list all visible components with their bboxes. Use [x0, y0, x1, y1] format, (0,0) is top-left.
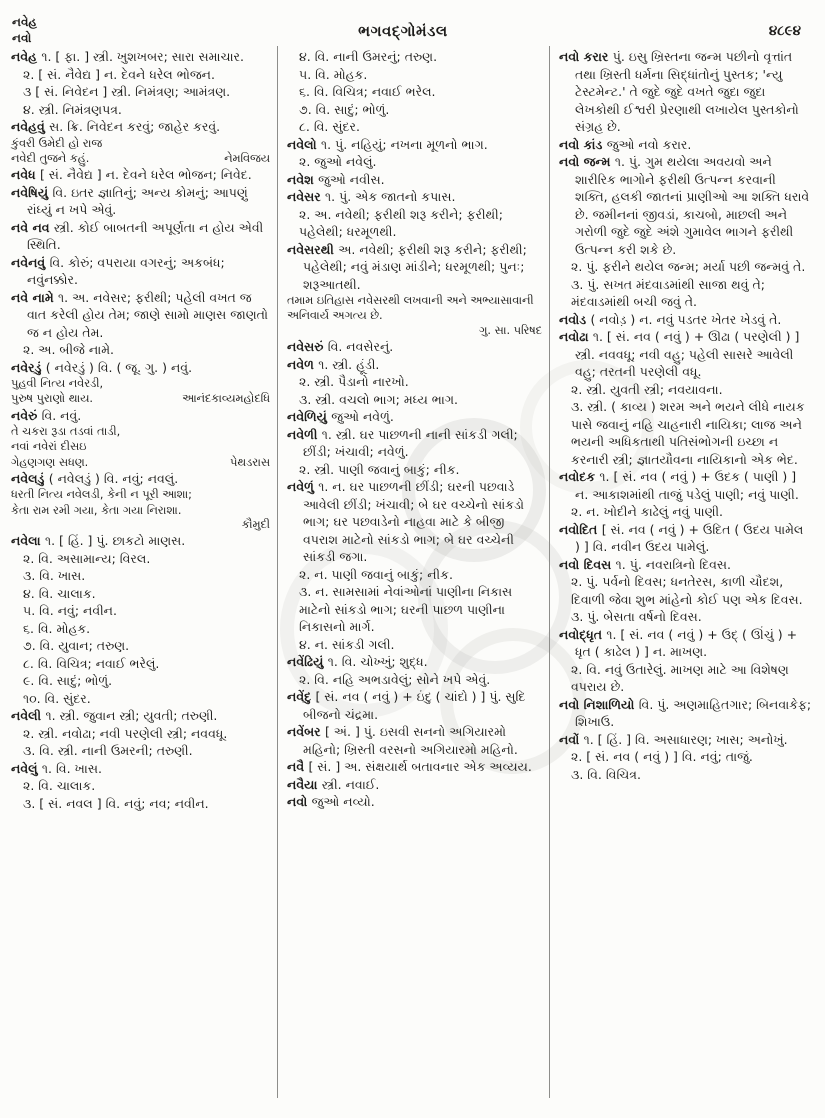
sense-line: ૨. [ સં. નવ ( નવું ) ] વિ. નવું; તાજું. — [571, 749, 753, 764]
dictionary-entry: નવેલા ૧. [ હિં. ] પું. છાકટો માણસ. — [11, 533, 186, 549]
headword: નવોડ — [559, 311, 591, 327]
dictionary-entry: નવેલું ૧. વિ. ખાસ. — [11, 760, 102, 776]
dictionary-entry: નવેંદુ [ સં. નવ ( નવું ) + ઇંદુ ( ચાંદો ) ] પું. સુદિ બીજનો ચંદ્રમા. — [287, 689, 526, 722]
dictionary-entry: નવેસર ૧. પું. એક જાતનો કપાસ. — [287, 189, 456, 204]
headword: નવેલો — [287, 136, 322, 152]
headword: નવેધ — [11, 167, 40, 182]
attribution: નેમવિજય — [224, 151, 270, 165]
attribution: ગુ. સા. પરિષદ — [479, 323, 542, 337]
sense-line: ૨. સ્ત્રી. યુવતી સ્ત્રી; નવયાવના. — [571, 381, 723, 397]
page-number: ૪૮૯૪ — [768, 23, 801, 39]
sense-line: ૨. સ્ત્રી. પાણી જવાનું બાકું; નીક. — [299, 461, 460, 477]
sense-line: ૨. અ. નવેથી; ફરીથી શરૂ કરીને; ફરીથી; પહેલેથી; ધરમૂળથી. — [299, 206, 503, 239]
verse-quote: નવેદી તુજને કહું. — [11, 151, 90, 165]
sense-line: ૨. પું. પર્વનો દિવસ; ધનતેરસ, કાળી ચૌદશ, દિવાળી જેવા શુભ માંહેનો કોઈ પણ એક દિવસ. — [571, 574, 803, 607]
sense-line: ૬. વિ. મોહક. — [23, 620, 91, 636]
dictionary-entry: નવેળું ૧. ન. ઘર પાછળની છીંડી; ઘરની પછવાડે આવેલી છીંડી; ખંચાવી; બે ઘર વચ્ચેનો સાંકડો ભાગ; ઘર પછવાડેનો નાહવા માટે કે બીજી વપરાશ માટેનો સાંકડો ભાગ; બે ઘર વચ્ચેની સાંકડી જગા. — [287, 479, 524, 565]
dictionary-entry: નવો કાંડ જુઓ નવો કરાર. — [559, 136, 692, 152]
sense-line: ૧૦. વિ. સુંદર. — [23, 690, 91, 706]
dictionary-entry: નવેષિયું વિ. ઇતર જ્ઞાતિનું; અન્ય કોમનું; આપણું રાંધ્યું ન ખપે એવું. — [11, 184, 248, 217]
headword: નવેળ — [287, 356, 319, 372]
headword: નવેસરું — [287, 339, 328, 355]
headword: નવેંઢિયું — [287, 654, 328, 670]
dictionary-entry: નવૈયા સ્ત્રી. નવાઈ. — [287, 776, 380, 792]
headword: નવેલડું — [11, 470, 49, 486]
dictionary-entry: નવે નામે ૧. અ. નવેસર; ફરીથી; પહેલી વખત જ વાત કરેલી હોય તેમ; જાણે સામો માણસ જાણતો જ ન હોય તેમ. — [11, 289, 269, 340]
dictionary-entry: નવો કરાર પું. ઇસુ ખ્રિસ્તના જન્મ પછીનો વૃત્તાંત તથા ખ્રિસ્તી ધર્મના સિદ્ધાંતોનું પુસ્તક; 'ન્યુ ટેસ્ટમેન્ટ.' તે જુદે જુદે વખતે જુદા જુદા લેખકોથી ઈશ્વરી પ્રેરણાથી લખાયેલ પુસ્તકોનો સંગ્રહ છે. — [559, 49, 799, 134]
sense-line: ૨. વિ. અસામાન્ય; વિરલ. — [23, 550, 151, 566]
dictionary-entry: નવોં ૧. [ હિં. ] વિ. અસાધારણ; ખાસ; અનોખું. — [559, 731, 788, 747]
sense-line: ૭. વિ. યુવાન; તરુણ. — [23, 638, 130, 654]
sense-line: ૨. સ્ત્રી. પૈડાનો નારખો. — [299, 374, 409, 390]
dictionary-entry: નવેસરથી અ. નવેથી; ફરીથી શરૂ કરીને; ફરીથી; પહેલેથી; નવું મંડાણ માંડીને; ધરમૂળથી; પુનઃ; શરૂઆતથી. — [287, 241, 527, 292]
dictionary-entry: નવે નવ સ્ત્રી. કોઈ બાબતની અપૂર્ણતા ન હોય એવી સ્થિતિ. — [11, 219, 264, 252]
sense-line: ૬. વિ. વિચિત્ર; નવાઈ ભરેલ. — [299, 84, 436, 99]
headword: નવેળું — [287, 479, 319, 495]
verse-quote: ધરતી નિત્ય નવેલડી, કેની ન પૂરી આશા; — [11, 488, 192, 502]
sense-line: ૮. વિ. વિચિત્ર; નવાઈ ભરેલું. — [23, 655, 160, 671]
headword: નવે નામે — [11, 289, 59, 305]
headword: નવેંદુ — [287, 689, 316, 705]
verse-quote: પુહવી નિત્ય નવેરડી, — [11, 377, 104, 390]
headword: નવેલી — [11, 708, 46, 724]
dictionary-entry: નવેલો ૧. પું. નહિયું; નખના મૂળનો ભાગ. — [287, 136, 488, 152]
sense-line: ૪. વિ. ચાલાક. — [23, 585, 96, 601]
dictionary-entry: નવેળિયું જુઓ નવેળું. — [287, 409, 394, 425]
dictionary-entry: નવો જન્મ ૧. પું. ગુમ થયેલા અવયવો અને શારીરિક ભાગોને ફરીથી ઉત્પન્ન કરવાની શક્તિ, હલકી જાતનાં પ્રાણીઓ આ શક્તિ ધરાવે છે. જમીનનાં જીવડાં, કાચબો, માછલી અને ગરોળી જુદે જુદે અંશે ગુમાવેલ ભાગને ફરીથી ઉત્પન્ન કરી શકે છે. — [559, 154, 810, 257]
attribution: કૌમુદી — [241, 517, 270, 531]
headword: નવેહ — [11, 49, 42, 64]
dictionary-entry: નવો દિવસ ૧. પું. નવરાત્રિનો દિવસ. — [559, 556, 732, 572]
guide-words — [12, 14, 37, 46]
sense-line: ૩. ન. સામસામાં નેવાંઓનાં પાણીના નિકાસ માટેનો સાંકડો ભાગ; ઘરની પાછળ પાણીના નિકાસનો માર્ગ. — [299, 584, 513, 635]
verse-quote-line — [11, 391, 270, 406]
headword: નવોઢા — [559, 329, 593, 344]
sense-line: ૨. પું. ફરીને થયેલ જન્મ; મર્યા પછી જન્મવું તે. — [571, 259, 806, 274]
headword: નવો કાંડ — [559, 136, 607, 152]
headword: નવો દિવસ — [559, 556, 616, 572]
guide-word-bottom: નવો — [12, 31, 32, 46]
headword: નવેલું — [11, 760, 42, 776]
attribution: આનંદકાવ્યમહોદધિ — [182, 392, 270, 406]
sense-line: ૨. વિ. નહિ અભડાવેલું; સોને ખપે એવું. — [299, 671, 491, 687]
headword: નવેંબર — [287, 724, 325, 740]
attribution: પેથડરાસ — [230, 455, 270, 469]
sense-line: ૨. વિ. ચાલાક. — [23, 778, 96, 794]
sense-line: ૨. અ. બીજે નામે. — [23, 342, 115, 357]
headword: નવેલા — [11, 533, 45, 549]
verse-quote: ગેહણગણ સધણ. — [11, 455, 89, 469]
sense-line: ૪. વિ. નાની ઉમરનું; તરુણ. — [299, 49, 438, 64]
headword: નવો નિશાળિયો — [559, 696, 639, 712]
headword: નવેસરથી — [287, 241, 339, 257]
dictionary-entry: નવેહવું સ. ક્રિ. નિવેદન કરવું; જાહેર કરવું. — [11, 119, 221, 134]
column-1 — [8, 46, 277, 1098]
sense-line: ૨. ન. પાણી જવાનું બાકું; નીક. — [299, 566, 453, 582]
sense-line: ૨. વિ. નવું ઉતારેલું. માખણ માટે આ વિશેષણ વપરાય છે. — [571, 661, 789, 694]
sense-line: ૩. વિ. ખાસ. — [23, 568, 86, 584]
headword: નવોદિત — [559, 521, 602, 537]
dictionary-entry: નવેહ ૧. [ ફા. ] સ્ત્રી. ખુશખબર; સારા સમાચાર. — [11, 49, 244, 64]
dictionary-entry: નવેલડું ( નવેલડું ) વિ. નવું; નવલું. — [11, 470, 179, 486]
dictionary-entry: નવેશ જુઓ નવીસ. — [287, 171, 385, 187]
page-title: ભગવદ્ગોમંડલ — [358, 22, 448, 40]
sense-line: ૯. વિ. સાદું; ભોળું. — [23, 673, 113, 689]
headword: નવોદ્ધૃત — [559, 626, 607, 642]
dictionary-entry: નવો નિશાળિયો વિ. પું. અણમાહિતગાર; બિનવાકેફ; શિખાઉ. — [559, 696, 812, 729]
column-3 — [549, 46, 819, 1098]
dictionary-entry: નવેસરું વિ. નવસેરનું. — [287, 339, 394, 355]
dictionary-entry: નવો જુઓ નવ્યો. — [287, 794, 375, 810]
guide-word-top: નવેહ — [12, 15, 37, 29]
dictionary-entry: નવોદ્ધૃત ૧. [ સં. નવ ( નવું ) + ઉદ્ ( ઊંચું ) + ધૃત ( કાઢેલ ) ] ન. માખણ. — [559, 626, 798, 659]
sense-line: ૪. સ્ત્રી. નિમંત્રણપત્ર. — [23, 101, 122, 117]
verse-quote-line — [11, 455, 270, 470]
sense-line: ૨. ન. ખોદીને કાઢેલું નવું પાણી. — [571, 504, 724, 519]
headword: નવોં — [559, 731, 584, 747]
headword: નવેળી — [287, 426, 322, 442]
sense-line: ૩. પું. સખત મંદવાડમાંથી સાજા થવું તે; મંદવાડમાંથી બચી જવું તે. — [571, 276, 765, 309]
headword: નવેષિયું — [11, 184, 53, 200]
verse-quote: કેતા રામ રમી ગયા, કેતા ગયા નિરાશા. — [11, 503, 182, 517]
sense-line: ૨. સ્ત્રી. નવોઢા; નવી પરણેલી સ્ત્રી; નવવધૂ. — [23, 725, 228, 741]
dictionary-entry: નવેળી ૧. સ્ત્રી. ઘર પાછળની નાની સાંકડી ગલી; છીંડી; ખંચાવી; નવેળું. — [287, 426, 518, 460]
verse-quote: કુંવરી ઉમેદી હો રાજ — [11, 136, 103, 150]
sense-line: ૨. [ સં. નૈવેદ્ય ] ન. દેવને ધરેલ ભોજન. — [23, 66, 215, 82]
dictionary-entry: નવેનવું વિ. કોરું; વપરાયા વગરનું; અકબંધ; નવુંનક્કોર. — [11, 254, 225, 287]
verse-quote: તમામ ઇતિહાસ નવેસરથી લખવાની અને અભ્યાસાવાની અનિવાર્ય અગત્ય છે. — [287, 294, 534, 323]
dictionary-entry: નવેરડું ( નવેરડું ) વિ. ( જૂ. ગુ. ) નવું. — [11, 359, 193, 375]
headword: નવેનવું — [11, 254, 50, 270]
headword: નવે નવ — [11, 219, 54, 235]
sense-line: ૩. વિ. વિચિત્ર. — [571, 766, 641, 782]
dictionary-entry: નવેલી ૧. સ્ત્રી. જુવાન સ્ત્રી; યુવતી; તરુણી. — [11, 708, 218, 724]
dictionary-entry: નવોદિત [ સં. નવ ( નવું ) + ઉદિત ( ઉદય પામેલ ) ] વિ. નવીન ઉદય પામેલું. — [559, 521, 804, 554]
dictionary-entry: નવોડ ( નવોડ઼ ) ન. નવું પડતર ખેતર ખેડવું તે. — [559, 311, 782, 327]
dictionary-entry: નવોઢા ૧. [ સં. નવ ( નવું ) + ઊઢા ( પરણેલી ) ] સ્ત્રી. નવવધૂ; નવી વહુ; પહેલી સાસરે આવેલી વહુ; તરતની પરણેલી વધૂ. — [559, 329, 800, 379]
headword: નવોદક — [559, 469, 600, 484]
page-header — [0, 0, 825, 44]
text-columns — [8, 46, 819, 1098]
headword: નવેરું — [11, 407, 42, 423]
sense-line: ૩. [ સં. નવલ ] વિ. નવું; નવ; નવીન. — [23, 795, 209, 811]
sense-line: ૩ [ સં. નિવેદન ] સ્ત્રી. નિમંત્રણ; આમંત્રણ. — [23, 84, 231, 99]
headword: નવેરડું — [11, 359, 46, 375]
sense-line: ૩. સ્ત્રી. ( કાવ્ય ) શરમ અને ભયને લીધે નાયક પાસે જવાનું નહિ ચાહનારી નાયિકા; લાજ અને ભયની અધિકતાથી પતિસંભોગની ઇચ્છા ન કરનારી સ્ત્રી; જ્ઞાતયૌવના નાયિકાનો એક ભેદ. — [571, 399, 805, 467]
dictionary-entry: નવેંબર [ અં. ] પું. ઇસવી સનનો અગિયારમો મહિનો; ખ્રિસ્તી વરસનો અગિયારમો મહિનો. — [287, 724, 518, 757]
sense-line: ૭. વિ. સાદું; ભોળું. — [299, 101, 390, 117]
verse-quote: પુરુષ પુરાણો થાય. — [11, 392, 94, 406]
sense-line: ૩. સ્ત્રી. વચલો ભાગ; મધ્ય ભાગ. — [299, 391, 458, 407]
sense-line: ૫. વિ. મોહક. — [299, 66, 368, 82]
headword: નવૈ — [287, 759, 309, 775]
column-2 — [277, 46, 549, 1098]
headword: નવો જન્મ — [559, 154, 615, 169]
verse-quote: નવાં નવેરાં દીસઇ — [11, 440, 87, 454]
dictionary-entry: નવેળ ૧. સ્ત્રી. હૂંડી. — [287, 356, 380, 372]
dictionary-entry: નવેરું વિ. નવું. — [11, 407, 82, 423]
verse-quote-line — [11, 151, 270, 166]
sense-line: ૨. જુઓ નવેલું. — [299, 154, 377, 169]
headword: નવેહવું — [11, 119, 50, 134]
headword: નવેશ — [287, 171, 319, 187]
headword: નવો કરાર — [559, 49, 613, 64]
headword: નવો — [287, 794, 312, 810]
headword: નવેસર — [287, 189, 326, 204]
sense-line: ૫. વિ. નવું; નવીન. — [23, 603, 117, 619]
headword: નવેળિયું — [287, 409, 332, 425]
dictionary-entry: નવેધ [ સં. નૈવેદ્ય ] ન. દેવને ધરેલ ભોજન; નિવેદ. — [11, 167, 252, 182]
headword: નવૈયા — [287, 776, 322, 792]
dictionary-entry: નવોદક ૧. [ સં. નવ ( નવું ) + ઉદક ( પાણી ) ] ન. આકાશમાંથી તાજું પડેલું પાણી; નવું પાણી. — [559, 469, 799, 502]
sense-line: ૩. વિ. સ્ત્રી. નાની ઉમરની; તરુણી. — [23, 743, 193, 759]
sense-line: ૪. ન. સાંકડી ગલી. — [299, 636, 395, 652]
sense-line: ૮. વિ. સુંદર. — [299, 119, 360, 134]
sense-line: ૩. પું. બેસતા વર્ષનો દિવસ. — [571, 609, 702, 624]
dictionary-entry: નવેંઢિયું ૧. વિ. ચોખ્ખું; શુદ્ધ. — [287, 654, 428, 670]
dictionary-entry: નવૈ [ સં. ] અ. સંક્ષયાર્થ બતાવનાર એક અવ્યય. — [287, 759, 532, 775]
verse-quote: તે ચકરા રૂડા તડવાં તાડી, — [11, 425, 121, 438]
